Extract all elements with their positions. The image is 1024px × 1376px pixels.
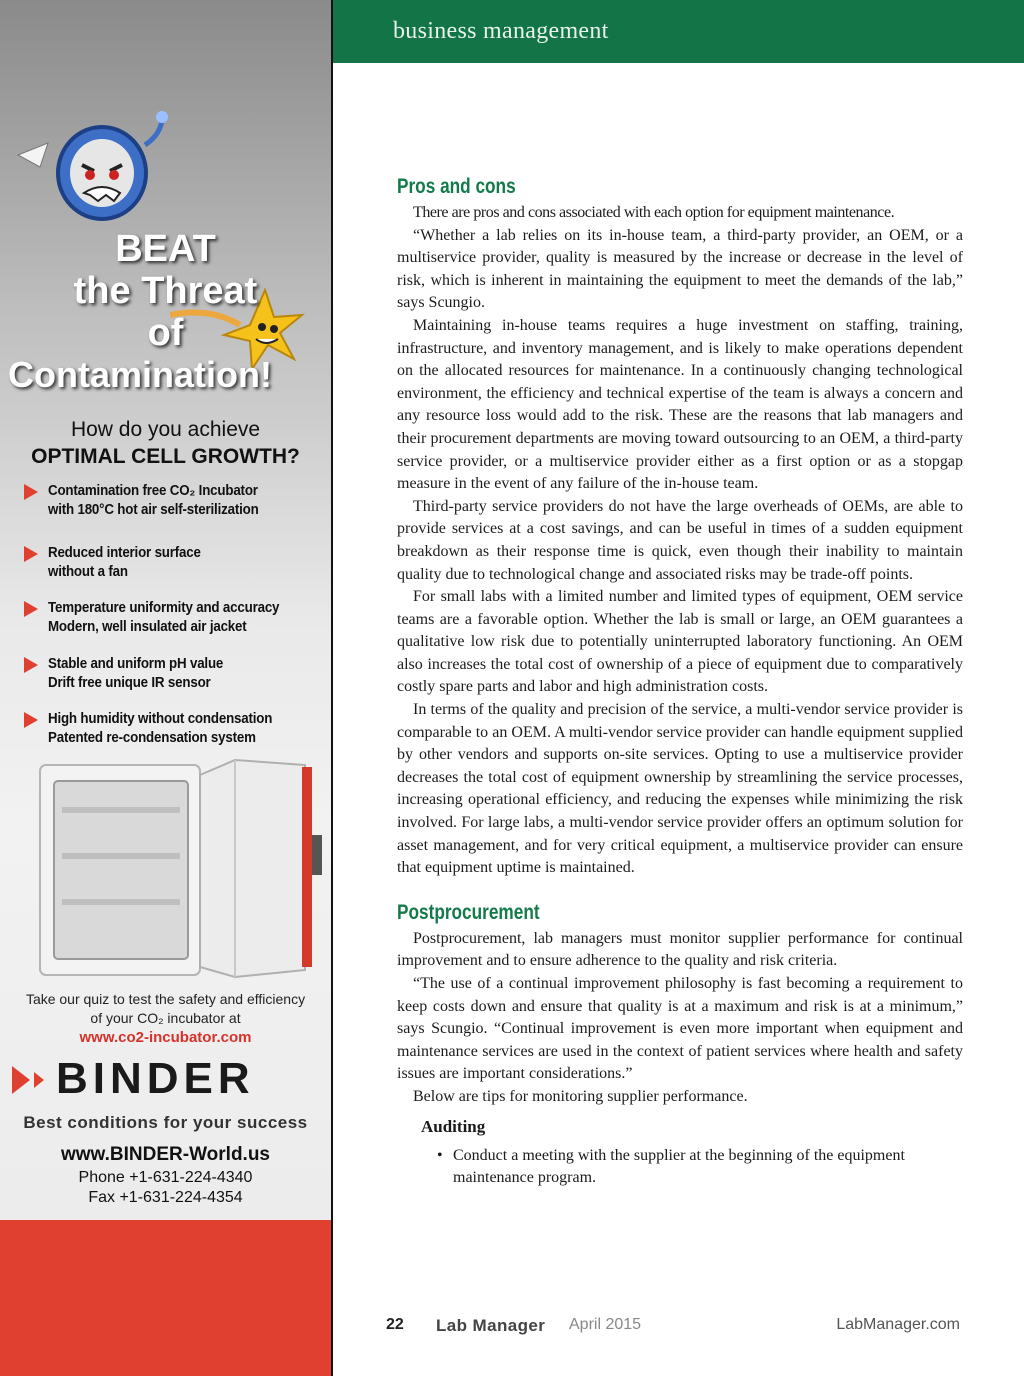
paragraph: For small labs with a limited number and limited types of equipment, OEM service teams are a favorable option. Whether the lab is small or large, an OEM guarantees a qualitative low risk due to potentially uninterrupted laboratory functioning. An OEM also increases the total cost of ownership of a piece of equipment due to comparatively costly spare parts and labor and high administration costs. (397, 588, 963, 696)
ad-quiz-line: of your CO₂ incubator at (90, 1010, 241, 1026)
paragraph: There are pros and cons associated with each option for equipment maintenance. (413, 204, 895, 221)
ad-tagline: Best conditions for your success (23, 1113, 308, 1132)
paragraph: Below are tips for monitoring supplier performance. (413, 1087, 748, 1105)
ad-headline-line: Contamination! (8, 354, 272, 395)
section-label: business management (393, 18, 609, 44)
page-footer (386, 1316, 960, 1340)
list-item-text: Conduct a meeting with the supplier at the beginning of the equipment maintenance program. (453, 1146, 905, 1187)
magazine-name: Lab Manager (436, 1316, 546, 1335)
paragraph: “The use of a continual improvement philosophy is fast becoming a requirement to keep costs down and ensure that quality is at a maximum and risk is at a minimum,” says Scungio. “Continual improvement is even more important when equipment and maintenance services are used in the context of patient services where health and safety issues are important considerations.” (397, 975, 963, 1083)
ad-phone: Phone +1-631-224-4340 (78, 1169, 253, 1186)
column-divider (331, 0, 333, 1376)
ad-quiz-text (0, 990, 331, 1047)
paragraph: “Whether a lab relies on its in-house team, a third-party provider, an OEM, or a multiservice provider, quality is measured by the increase or decrease in the level of risk, which is inherent in maintaining the equipment to meet the demands of the lab,” says Scungio. (397, 226, 963, 312)
subheading: Auditing (421, 1116, 486, 1136)
page-number: 22 (386, 1316, 404, 1333)
section-heading: Postprocurement (397, 900, 540, 924)
ad-feature-text: Stable and uniform pH value Drift free unique IR sensor (48, 656, 224, 691)
section-heading: Pros and cons (397, 175, 516, 198)
red-arrow-icon (24, 484, 38, 500)
ad-red-band (0, 1220, 331, 1376)
ad-feature-text: Contamination free CO₂ Incubator with 180°C hot air self-sterilization (48, 483, 259, 518)
red-arrow-icon (24, 601, 38, 617)
incubator-image (30, 745, 330, 980)
germ-clock-mascot-icon (10, 105, 180, 235)
ad-quiz-link[interactable]: www.co2-incubator.com (79, 1029, 252, 1046)
ad-contact (0, 1142, 331, 1208)
paragraph: Maintaining in-house teams requires a huge investment on staffing, training, infrastructure, and inventory management, and is likely to make operations dependent on the allocated resources for maintenance. In a continuously changing technological environment, the efficiency and technical expertise of the team is always a concern and any resource loss would add to the risk. These are the reasons that lab managers and their procurement departments are moving toward outsourcing to an OEM, a third-party service provider, or a multiservice provider either as a first option or as a stopgap measure in the event of any failure of the in-house team. (397, 316, 963, 493)
list-item (397, 1145, 963, 1190)
advertisement (0, 0, 331, 1376)
red-arrow-icon (24, 657, 38, 673)
paragraph: Third-party service providers do not have the large overheads of OEMs, are able to provide services at a cost savings, and can be useful in times of a sudden equipment breakdown as their response time is quick, even though their inability to maintain quality due to technological change and associated risks may be trade-off points. (397, 497, 963, 583)
ad-website-link[interactable]: www.BINDER-World.us (61, 1144, 270, 1165)
red-arrow-icon (24, 546, 38, 562)
binder-logo: BINDER (56, 1054, 255, 1103)
paragraph: In terms of the quality and precision of the service, a multi-vendor service provider is comparable to an OEM. A multi-vendor service provider can handle equipment supplied by other vendors and supports on-site services. Opting to use a multiservice provider decreases the total cost of equipment ownership by streamlining the service processes, increasing operational efficiency, and reducing the expenses while minimizing the risk involved. For large labs, a multi-vendor service provider offers an optimum solution for asset management, and for very critical equipment, a multiservice provider can ensure that equipment uptime is maintained. (397, 701, 963, 877)
ad-fax: Fax +1-631-224-4354 (88, 1189, 243, 1206)
ad-feature-text: Reduced interior surface without a fan (48, 545, 201, 580)
ad-question (0, 417, 331, 471)
ad-headline-line: the Threat (73, 270, 258, 312)
ad-feature-text: High humidity without condensation Patented re-condensation system (48, 711, 273, 746)
ad-headline-line: of (147, 312, 184, 354)
ad-quiz-line: Take our quiz to test the safety and efficiency (25, 991, 306, 1007)
article-body (397, 172, 963, 1190)
ad-question-line: How do you achieve (70, 418, 261, 441)
ad-question-line: OPTIMAL CELL GROWTH? (31, 445, 300, 468)
red-arrow-icon (24, 712, 38, 728)
paragraph: Postprocurement, lab managers must monitor supplier performance for continual improvement and to ensure adherence to the quality and risk criteria. (397, 929, 963, 970)
ad-headline (0, 228, 331, 396)
ad-headline-line: BEAT (115, 228, 216, 270)
site-link[interactable]: LabManager.com (836, 1316, 960, 1333)
issue-date: April 2015 (569, 1316, 642, 1333)
bullet-icon: • (437, 1146, 443, 1164)
ad-feature-text: Temperature uniformity and accuracy Modern, well insulated air jacket (48, 600, 280, 635)
